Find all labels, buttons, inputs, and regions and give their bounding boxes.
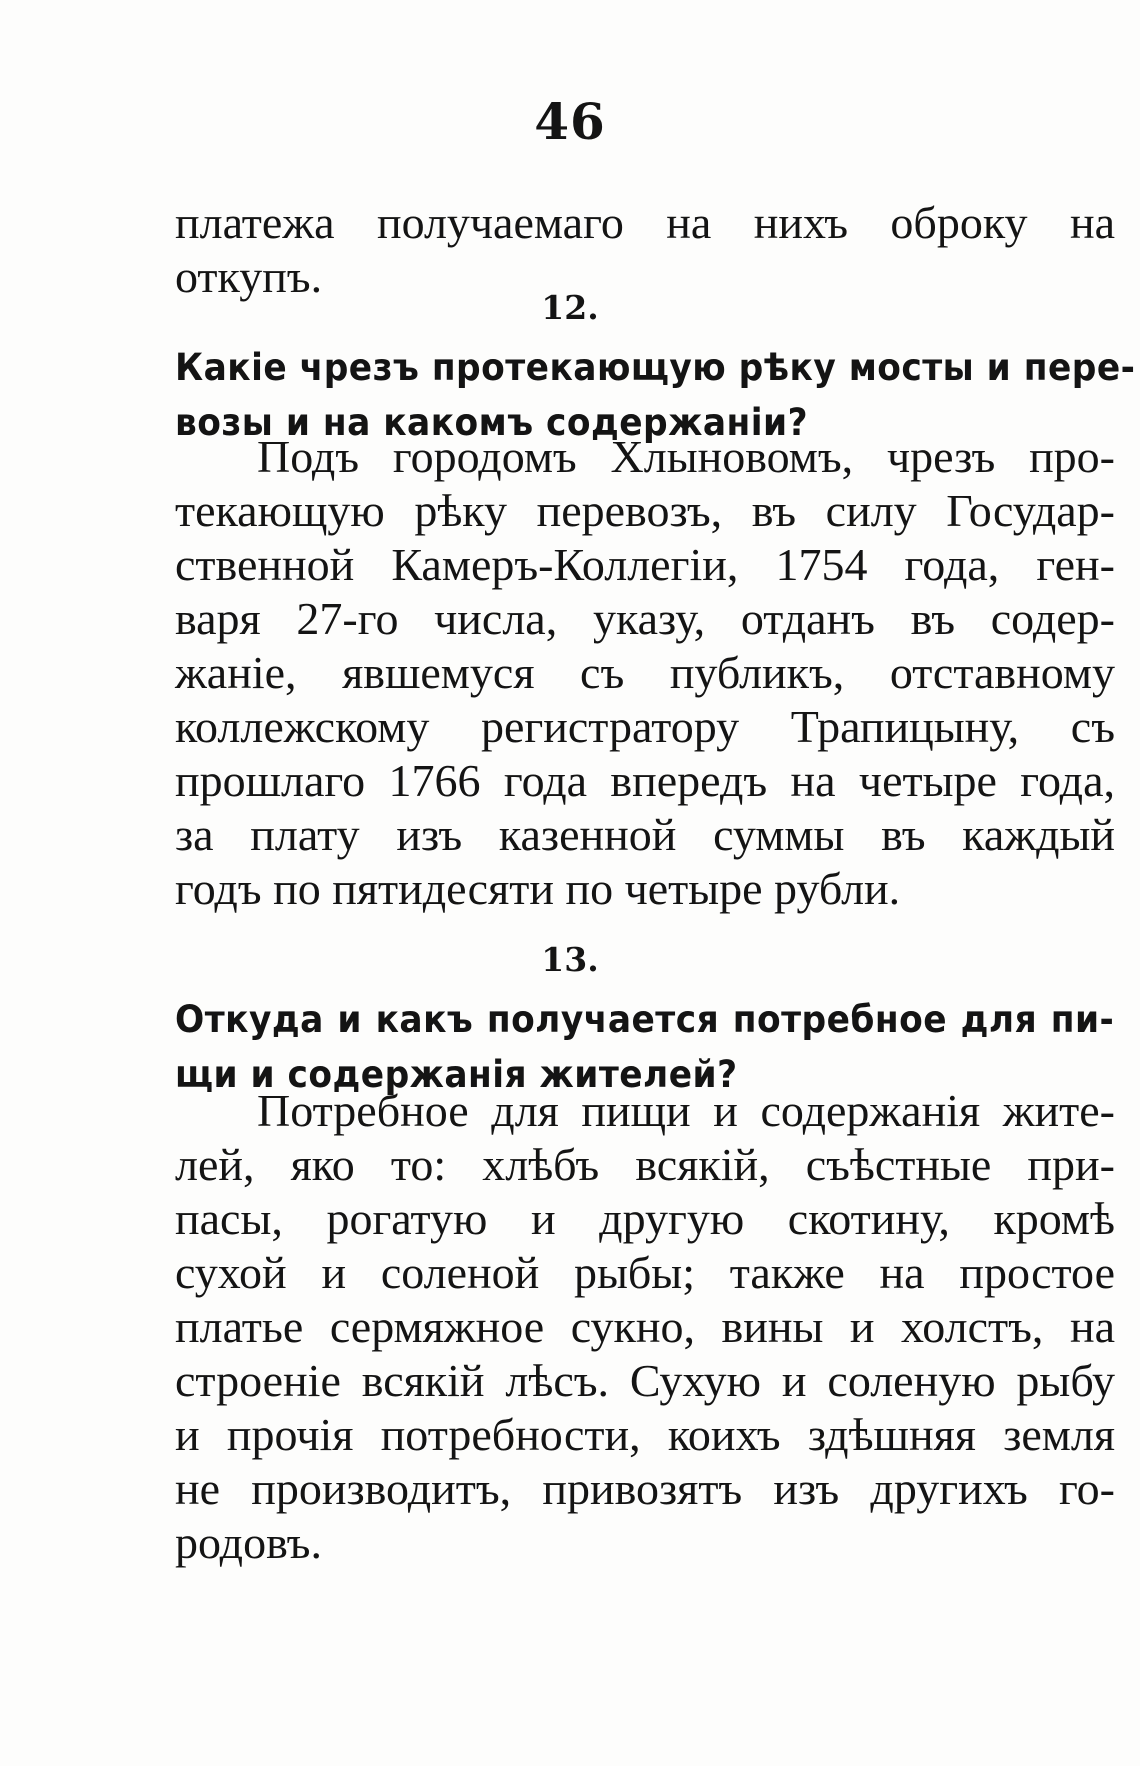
body-line: Потребное для пищи и содержанія жите- [257,1085,1115,1136]
body-line: родовъ. [175,1517,322,1568]
body-line: текающую рѣку перевозъ, въ силу Государ- [175,485,1115,536]
intro-line: откупъ. [175,251,323,302]
body-line: и прочія потребности, коихъ здѣшняя земля [175,1409,1115,1460]
section-13-number: 13. [541,940,599,979]
section-13-body [175,1084,1115,1570]
body-line: коллежскому регистратору Трапицыну, съ [175,701,1115,752]
intro-line: платежа получаемаго на нихъ оброку на [175,197,1115,248]
body-line: лей, яко то: хлѣбъ всякій, съѣстные при- [175,1139,1115,1190]
section-12-number: 12. [541,288,599,327]
body-line: жаніе, явшемуся съ публикъ, отставному [175,647,1115,698]
heading-line: возы и на какомъ содержаніи? [175,401,809,444]
heading-line: Откуда и какъ получается потребное для пи- [175,998,1115,1041]
body-line: за плату изъ казенной суммы въ каждый [175,809,1115,860]
body-line: сухой и соленой рыбы; также на простое [175,1247,1115,1298]
heading-line: щи и содержанія жителей? [175,1053,738,1096]
body-line: Подъ городомъ Хлыновомъ, чрезъ про- [257,431,1115,482]
body-line: ственной Камеръ-Коллегіи, 1754 года, ген- [175,539,1115,590]
body-line: не производитъ, привозятъ изъ другихъ го- [175,1463,1115,1514]
heading-line: Какіе чрезъ протекающую рѣку мосты и пере- [175,346,1136,389]
body-line: платье сермяжное сукно, вины и холстъ, на [175,1301,1115,1352]
body-line: годъ по пятидесяти по четыре рубли. [175,863,901,914]
section-12-body [175,430,1115,916]
body-line: строеніе всякій лѣсъ. Сухую и соленую рыбу [175,1355,1115,1406]
body-line: пасы, рогатую и другую скотину, кромѣ [175,1193,1115,1244]
body-line: прошлаго 1766 года впередъ на четыре года, [175,755,1115,806]
page-number: 46 [534,92,606,151]
body-line: варя 27-го числа, указу, отданъ въ содер- [175,593,1115,644]
